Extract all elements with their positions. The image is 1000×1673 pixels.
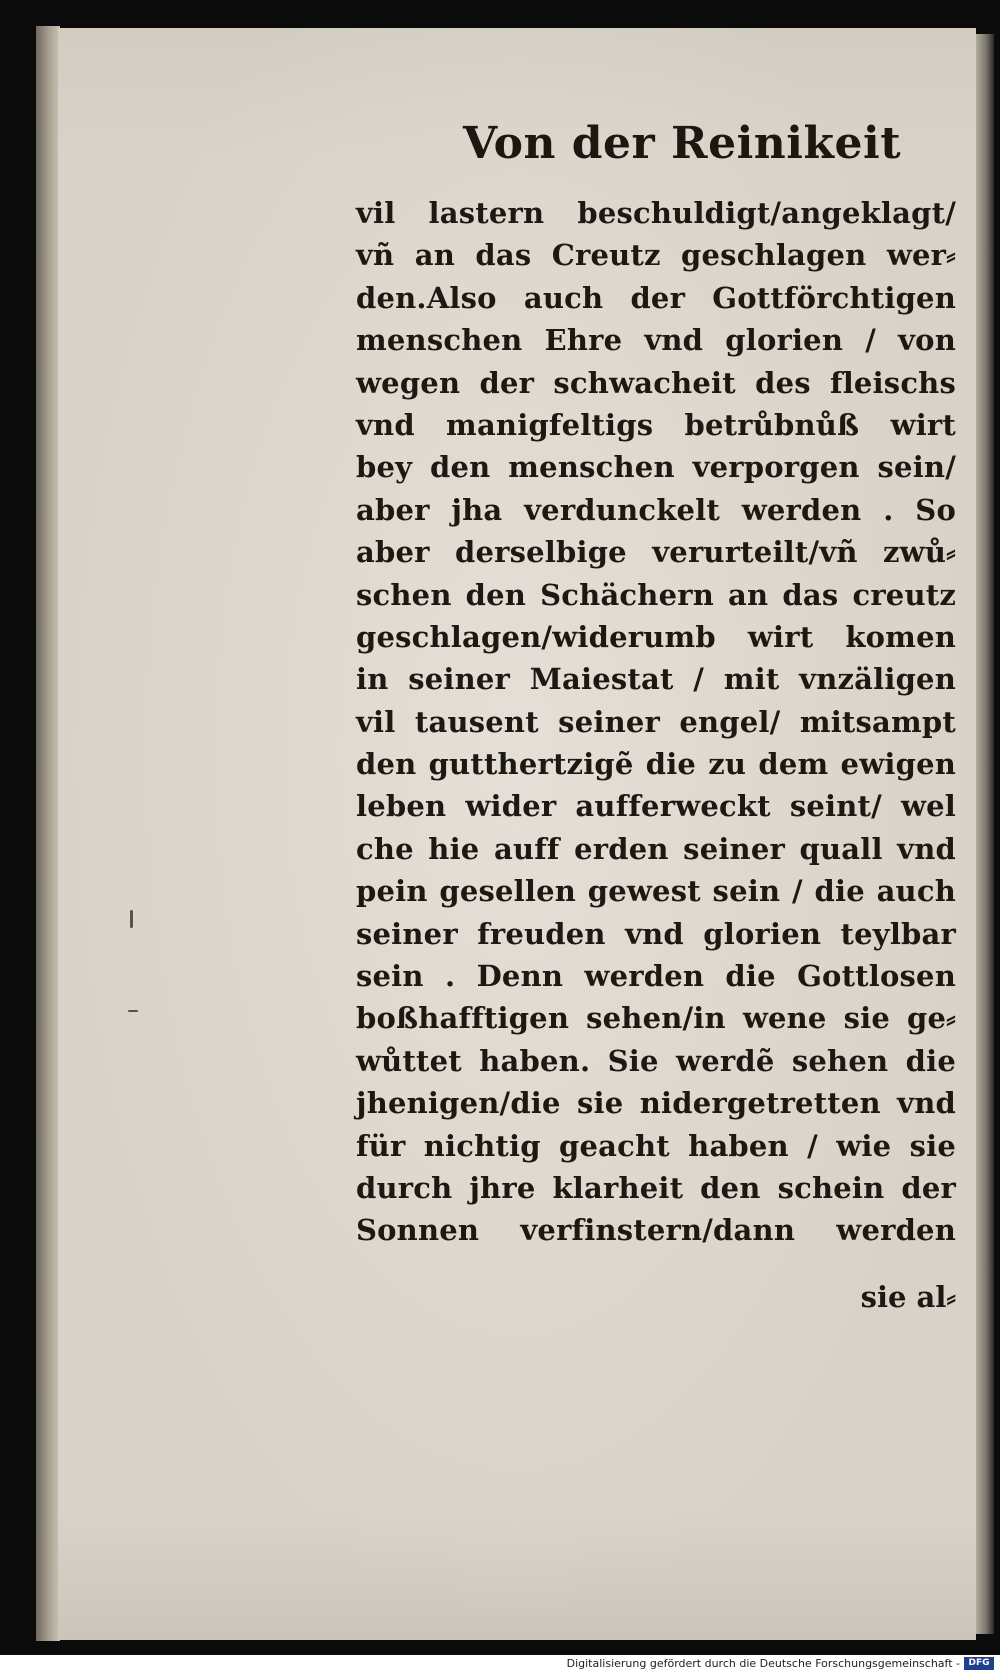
text-line: aber jha verdunckelt werden . So xyxy=(356,492,956,527)
footer-credit-bar xyxy=(0,1655,1000,1673)
text-line: bey den menschen verporgen sein/ xyxy=(356,450,956,485)
text-line: boßhafftigen sehen/in wene sie ge⸗ xyxy=(356,1001,956,1036)
text-line: seiner freuden vnd glorien teylbar xyxy=(356,916,956,951)
text-line: aber derselbige verurteilt/vñ zwů⸗ xyxy=(356,535,956,570)
text-line: vnd manigfeltigs betrůbnůß wirt xyxy=(356,407,956,442)
digitization-credit: Digitalisierung gefördert durch die Deutsche Forschungsgemeinschaft - xyxy=(566,1657,960,1670)
text-line: wůttet haben. Sie werdẽ sehen die xyxy=(356,1043,956,1078)
text-line: che hie auff erden seiner quall vnd xyxy=(356,831,956,866)
page-right-edge xyxy=(974,34,994,1634)
text-line: vil tausent seiner engel/ mitsampt xyxy=(356,704,956,739)
text-line: geschlagen/widerumb wirt komen xyxy=(356,619,956,654)
text-line: Sonnen verfinstern/dann werden xyxy=(356,1213,956,1248)
text-line: vñ an das Creutz geschlagen wer⸗ xyxy=(356,238,956,273)
margin-mark xyxy=(128,1010,138,1012)
catchword: sie al⸗ xyxy=(860,1280,956,1314)
text-line: menschen Ehre vnd glorien / von xyxy=(356,323,956,358)
body-text xyxy=(356,192,956,1252)
page-left-edge xyxy=(36,26,60,1641)
text-line: den gutthertzigẽ die zu dem ewigen xyxy=(356,747,956,782)
text-line: für nichtig geacht haben / wie sie xyxy=(356,1128,956,1163)
text-line: jhenigen/die sie nidergetretten vnd xyxy=(356,1086,956,1121)
text-line: sein . Denn werden die Gottlosen xyxy=(356,959,956,994)
text-line: durch jhre klarheit den schein der xyxy=(356,1170,956,1205)
text-line: wegen der schwacheit des fleischs xyxy=(356,365,956,400)
margin-mark xyxy=(130,910,133,928)
running-head: Von der Reinikeit xyxy=(463,118,902,169)
text-line: den.Also auch der Gottförchtigen xyxy=(356,280,956,315)
text-line: pein gesellen gewest sein / die auch xyxy=(356,874,956,909)
text-line: in seiner Maiestat / mit vnzäligen xyxy=(356,662,956,697)
text-line: vil lastern beschuldigt/angeklagt/ xyxy=(356,196,956,230)
text-line: schen den Schächern an das creutz xyxy=(356,577,956,612)
text-line: leben wider aufferweckt seint/ wel xyxy=(356,789,956,824)
dfg-logo: DFG xyxy=(964,1657,994,1670)
